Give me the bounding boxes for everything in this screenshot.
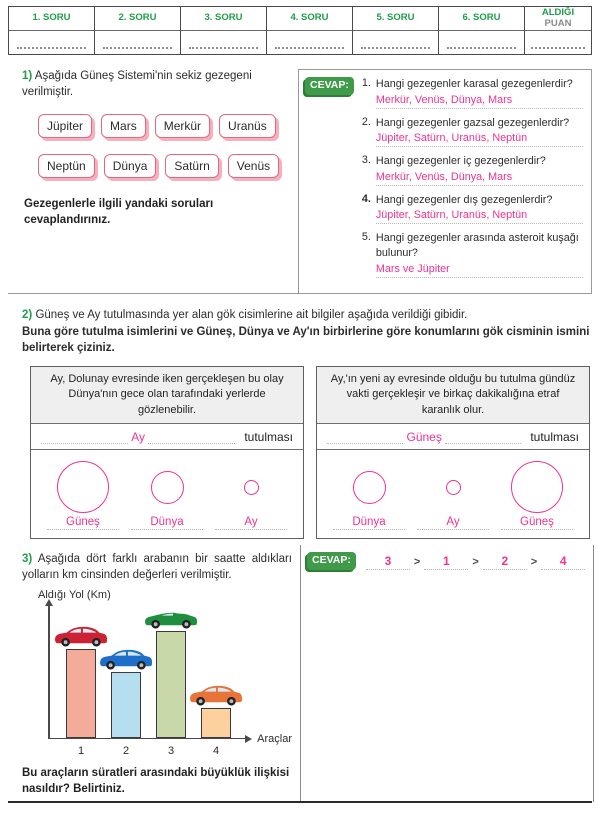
score-entry-field[interactable] (439, 31, 524, 54)
question-3-number: 3) (22, 553, 33, 565)
body-label: Dünya (333, 516, 405, 530)
score-entry-field[interactable] (525, 31, 591, 54)
planet-grid (38, 114, 290, 178)
total-score-label-line1: ALDIĞI (541, 7, 575, 19)
planet-box-uranus: Uranüs (219, 114, 276, 138)
score-entry-field[interactable] (267, 31, 352, 54)
lunar-eclipse-box (30, 366, 304, 539)
question-2-section (8, 301, 592, 540)
x-axis-label: Araçlar (257, 733, 292, 746)
dotted-line (447, 47, 517, 49)
total-score-label-line2: PUAN (544, 17, 572, 29)
score-entry-field[interactable] (353, 31, 438, 54)
score-col-4 (267, 7, 353, 54)
question-3-instruction: Bu araçların süratleri arasındaki büyüklük ilişkisi nasıldır? Belirtiniz. (22, 767, 290, 796)
bar-car-2 (111, 672, 141, 738)
solar-eclipse-box (316, 366, 590, 539)
celestial-bodies-drawing-area[interactable] (317, 450, 589, 538)
x-tick-2: 2 (122, 745, 130, 758)
x-tick-3: 3 (167, 745, 175, 758)
question-3-answer-field[interactable] (366, 552, 585, 570)
body-label: Güneş (501, 516, 573, 530)
dotted-line (189, 47, 259, 49)
dotted-line (275, 47, 345, 49)
eclipse-name-answer: Güneş (406, 430, 442, 445)
score-col-total (525, 7, 591, 54)
qa-number: 1. (361, 77, 371, 89)
qa-answer-field[interactable]: Mars ve Jüpiter (376, 261, 583, 278)
answer-badge: CEVAP: (305, 77, 354, 95)
question-1-instruction: Gezegenlerle ilgili yandaki soruları cevaplandırınız. (24, 198, 214, 227)
qa-question: Hangi gezegenler karasal gezegenlerdir? (375, 78, 573, 90)
question-3-text: 3) Aşağıda dört farklı arabanın bir saatte aldıkları yolların km cinsinden değerleri verilmiştir. (22, 553, 292, 582)
qa-question: Hangi gezegenler iç gezegenlerdir? (375, 155, 546, 168)
question-1-number: 1) (22, 70, 33, 82)
eclipse-suffix-label: tutulması (530, 430, 580, 445)
planet-box-merkur: Merkür (155, 114, 210, 138)
score-entry-field[interactable] (95, 31, 180, 54)
green-car-icon (142, 605, 200, 630)
score-col-label: 5. SORU (353, 7, 438, 31)
x-axis-arrow-icon (245, 735, 252, 743)
planet-box-neptun: Neptün (38, 154, 95, 178)
score-col-label: 3. SORU (181, 7, 266, 31)
question-2-number: 2) (22, 309, 33, 321)
dotted-line (41, 434, 128, 444)
question-2-text: 2) Güneş ve Ay tutulmasında yer alan gök cisimlerine ait bilgiler aşağıda verildiği gibidir. Buna göre tutulma isimlerini ve Güneş, Dünya ve Ay'ın birbirlerine göre konumlarını gök cisminin ismini belirterek çiziniz. (22, 309, 590, 355)
question-1-answer-box (298, 69, 592, 293)
greater-than-sign: > (413, 556, 421, 568)
body-label: Ay (215, 516, 287, 530)
answer-slot-2: 1 (424, 554, 468, 570)
page-bottom-rule (8, 801, 592, 803)
earth-circle (353, 471, 386, 504)
qa-question: Hangi gezegenler gazsal gezegenlerdir? (375, 116, 570, 129)
score-table (8, 6, 592, 55)
bar-car-3 (156, 631, 186, 738)
qa-item (362, 193, 583, 225)
distance-bar-chart (36, 589, 292, 761)
score-col-5 (353, 7, 439, 54)
qa-item (362, 77, 583, 109)
body-group (495, 458, 579, 530)
moon-circle (446, 480, 461, 495)
x-tick-1: 1 (77, 745, 85, 758)
qa-number: 2. (361, 115, 371, 128)
qa-question: Hangi gezegenler dış gezegenlerdir? (375, 193, 553, 206)
answer-slot-3: 2 (483, 554, 527, 570)
blue-car-icon (97, 646, 155, 671)
bar-car-4 (201, 708, 231, 738)
body-label: Güneş (47, 516, 119, 530)
orange-car-icon (187, 682, 245, 707)
sun-circle (511, 461, 563, 513)
body-group (327, 458, 411, 530)
section-divider (8, 293, 592, 294)
qa-answer-field[interactable]: Merkür, Venüs, Dünya, Mars (376, 92, 583, 109)
eclipse-name-field[interactable] (31, 424, 303, 450)
earth-circle (151, 471, 184, 504)
score-col-label: 6. SORU (439, 7, 524, 31)
score-col-2 (95, 7, 181, 54)
celestial-bodies-drawing-area[interactable] (31, 450, 303, 538)
answer-slot-4: 4 (541, 554, 585, 570)
body-group (209, 458, 293, 530)
qa-answer-field[interactable]: Jüpiter, Satürn, Uranüs, Neptün (376, 207, 583, 224)
dotted-line (445, 434, 521, 444)
score-col-label: 4. SORU (267, 7, 352, 31)
dotted-line (327, 434, 403, 444)
x-axis (48, 738, 246, 740)
answer-slot-1: 3 (366, 554, 410, 570)
question-1-section (8, 62, 592, 293)
score-col-3 (181, 7, 267, 54)
qa-number: 4. (361, 192, 371, 205)
score-col-1 (9, 7, 95, 54)
planet-box-dunya: Dünya (104, 154, 157, 178)
body-group (41, 458, 125, 530)
dotted-line (148, 434, 235, 444)
greater-than-sign: > (472, 556, 479, 568)
qa-number: 3. (361, 154, 371, 167)
eclipse-info-text: Ay, Dolunay evresinde iken gerçekleşen bu olay Dünya'nın gece olan tarafındaki yerlerde gözlenebilir. (31, 367, 303, 424)
qa-answer-field[interactable]: Jüpiter, Satürn, Uranüs, Neptün (376, 130, 583, 147)
body-label: Ay (417, 516, 489, 530)
greater-than-sign: > (530, 556, 538, 568)
qa-question: Hangi gezegenler arasında asteroit kuşağı bulunur? (375, 232, 579, 259)
x-tick-4: 4 (212, 745, 220, 758)
qa-answer-field[interactable]: Merkür, Venüs, Dünya, Mars (376, 169, 583, 186)
qa-number: 5. (361, 231, 371, 244)
dotted-line (361, 47, 431, 49)
qa-item (362, 116, 583, 148)
question-1-text: 1) Aşağıda Güneş Sistemi'nin sekiz gezegeni verilmiştir. (22, 70, 252, 99)
question-1-left (8, 62, 298, 293)
score-col-6 (439, 7, 525, 54)
body-label: Dünya (131, 516, 203, 530)
bar-car-1 (66, 649, 96, 738)
eclipse-info-text: Ay,'ın yeni ay evresinde olduğu bu tutulma gündüz vakti gerçekleşir ve birkaç dakikalığına etraf karanlık olur. (317, 367, 589, 424)
eclipse-suffix-label: tutulması (244, 430, 294, 445)
dotted-line (531, 47, 585, 49)
question-3-left (8, 545, 300, 802)
planet-box-venus: Venüs (228, 154, 279, 178)
score-entry-field[interactable] (9, 31, 94, 54)
question-2-instruction: Buna göre tutulma isimlerini ve Güneş, Dünya ve Ay'ın birbirlerine göre konumlarını gök cisminin ismini belirterek çiziniz. (22, 325, 590, 355)
dotted-line (103, 47, 173, 49)
question-3-section (8, 545, 592, 802)
qa-item (362, 231, 583, 277)
total-score-label (525, 7, 591, 31)
eclipse-name-field[interactable] (317, 424, 589, 450)
dotted-line (17, 47, 87, 49)
body-group (411, 458, 495, 530)
y-axis (48, 605, 50, 739)
score-entry-field[interactable] (181, 31, 266, 54)
answer-badge: CEVAP: (307, 552, 356, 570)
planet-box-saturn: Satürn (165, 154, 218, 178)
red-car-icon (52, 623, 110, 648)
question-1-qa-list (362, 77, 583, 293)
qa-item (362, 154, 583, 186)
planet-box-jupiter: Jüpiter (38, 114, 92, 138)
moon-circle (244, 480, 259, 495)
body-group (125, 458, 209, 530)
question-3-answer-box (300, 545, 594, 802)
sun-circle (57, 461, 109, 513)
planet-box-mars: Mars (101, 114, 146, 138)
eclipse-name-answer: Ay (131, 430, 146, 445)
eclipse-boxes (30, 366, 590, 539)
score-col-label: 2. SORU (95, 7, 180, 31)
score-col-label: 1. SORU (9, 7, 94, 31)
y-axis-label: Aldığı Yol (Km) (38, 589, 111, 602)
